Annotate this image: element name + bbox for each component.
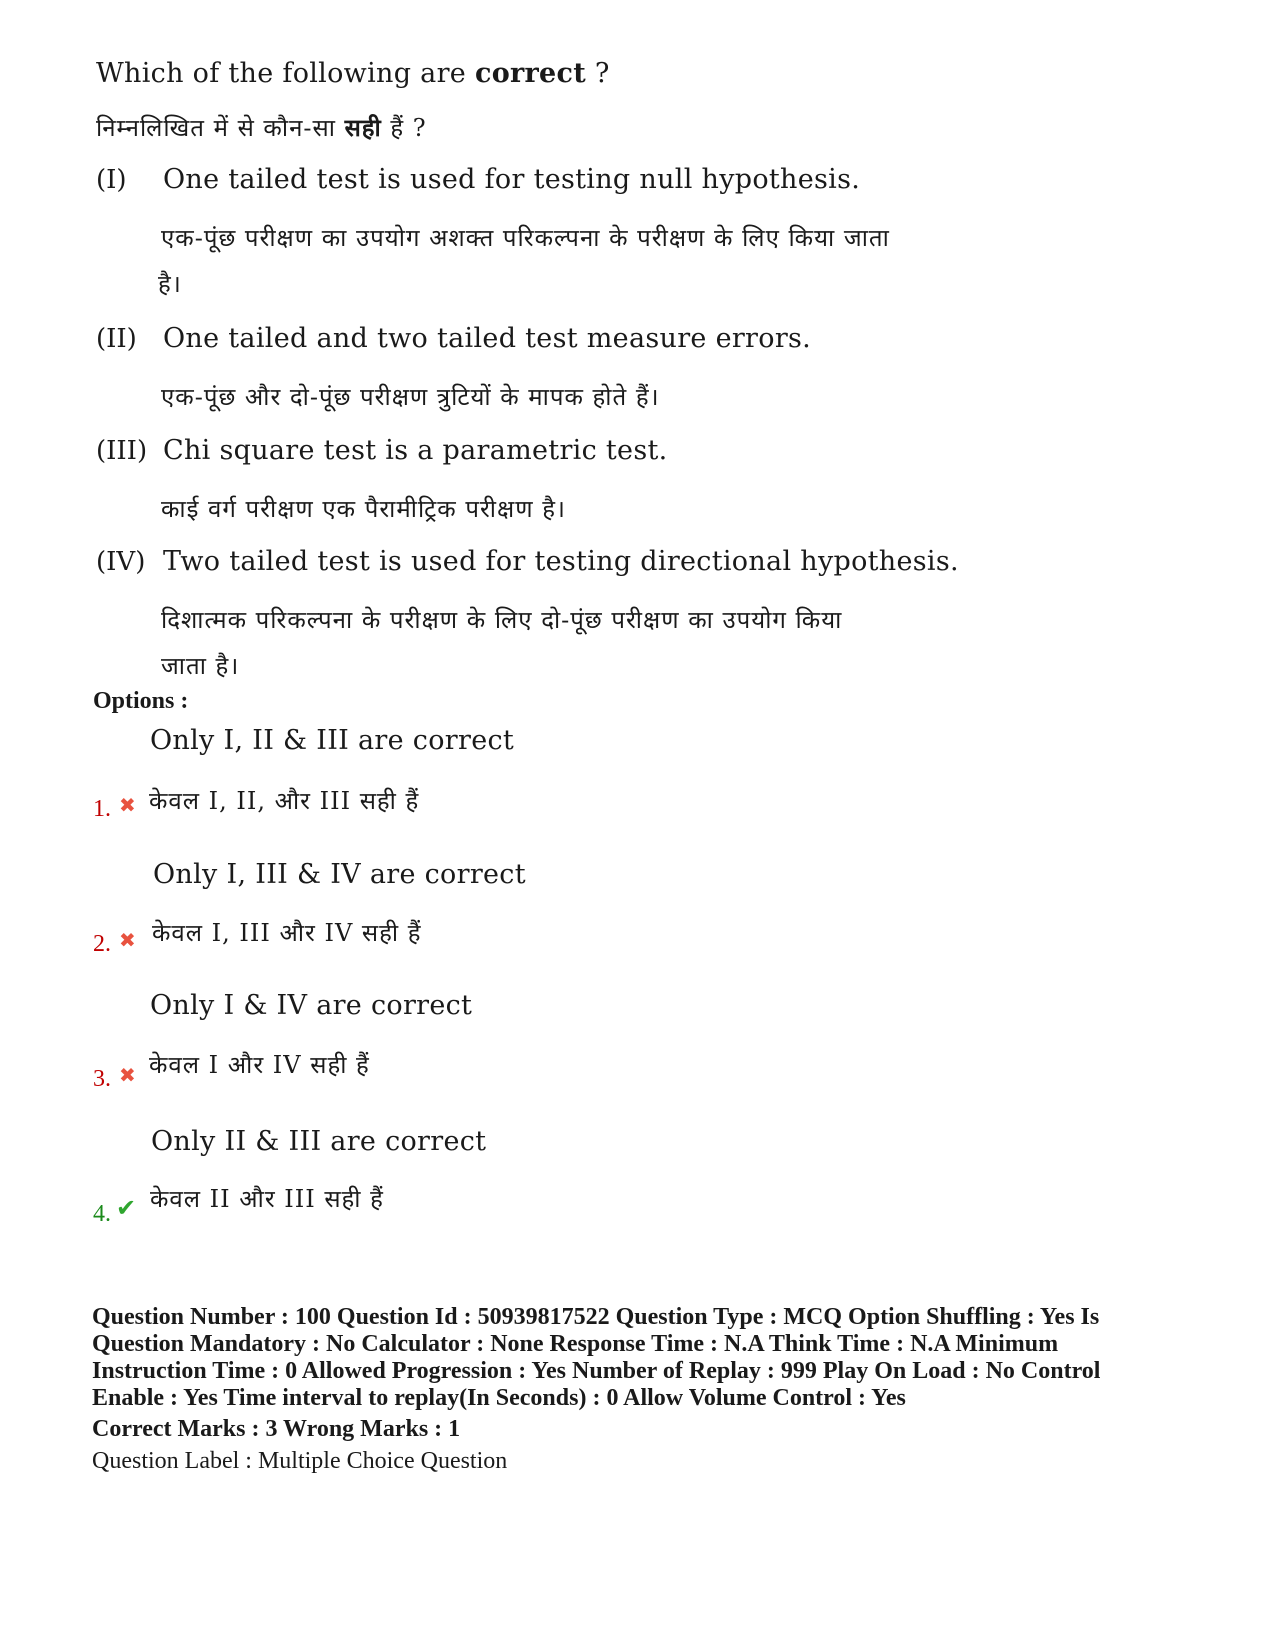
prompt-en-bold: correct — [474, 58, 587, 89]
question-metadata-line: Instruction Time : 0 Allowed Progression : Yes Number of Replay : 999 Play On Load : No Control — [92, 1358, 1101, 1384]
prompt-en-suffix: ? — [586, 58, 610, 89]
statement-hi: एक-पूंछ परीक्षण का उपयोग अशक्त परिकल्पना के परीक्षण के लिए किया जाता — [161, 224, 890, 252]
option-text-en: Only I & IV are correct — [150, 990, 473, 1021]
option-number: 2. — [93, 931, 111, 957]
statement-numeral: (I) — [96, 165, 127, 195]
statement-hi-cont: जाता है। — [161, 652, 240, 680]
option-text-hi: केवल II और III सही हैं — [150, 1185, 384, 1213]
statement-en: Two tailed test is used for testing directional hypothesis. — [163, 546, 959, 577]
statement-hi: एक-पूंछ और दो-पूंछ परीक्षण त्रुटियों के मापक होते हैं। — [161, 383, 660, 411]
marks-info: Correct Marks : 3 Wrong Marks : 1 — [92, 1416, 461, 1442]
cross-icon: ✖ — [119, 1063, 136, 1087]
check-icon: ✔ — [116, 1194, 137, 1222]
prompt-hi-text: निम्नलिखित में से कौन-सा — [96, 114, 345, 142]
statement-numeral: (II) — [96, 324, 137, 354]
option-number: 4. — [93, 1201, 111, 1227]
option-text-en: Only II & III are correct — [151, 1126, 487, 1157]
option-number: 3. — [93, 1066, 111, 1092]
option-text-hi: केवल I और IV सही हैं — [149, 1051, 370, 1079]
question-metadata-line: Question Number : 100 Question Id : 50939817522 Question Type : MCQ Option Shuffling : Yes Is — [92, 1304, 1100, 1330]
option-text-en: Only I, III & IV are correct — [153, 859, 526, 890]
cross-icon: ✖ — [119, 793, 136, 817]
option-text-hi: केवल I, III और IV सही हैं — [152, 919, 422, 947]
statement-en: Chi square test is a parametric test. — [163, 435, 668, 466]
statement-numeral: (IV) — [96, 547, 146, 577]
statement-en: One tailed and two tailed test measure errors. — [163, 323, 812, 354]
question-label: Question Label : Multiple Choice Question — [92, 1448, 508, 1474]
question-metadata-line: Enable : Yes Time interval to replay(In Seconds) : 0 Allow Volume Control : Yes — [92, 1385, 906, 1411]
question-prompt-en — [96, 58, 610, 89]
prompt-hi-suffix: हैं ? — [381, 114, 427, 142]
statement-numeral: (III) — [96, 436, 148, 466]
option-number: 1. — [93, 796, 111, 822]
question-prompt-hi — [96, 111, 427, 144]
statement-hi-cont: है। — [158, 270, 182, 298]
statement-hi: काई वर्ग परीक्षण एक पैरामीट्रिक परीक्षण है। — [161, 495, 567, 523]
options-heading: Options : — [93, 688, 189, 714]
option-text-hi: केवल I, II, और III सही हैं — [149, 787, 420, 815]
cross-icon: ✖ — [119, 928, 136, 952]
prompt-hi-bold: सही — [344, 113, 382, 142]
question-metadata-line: Question Mandatory : No Calculator : None Response Time : N.A Think Time : N.A Minimum — [92, 1331, 1059, 1357]
statement-hi: दिशात्मक परिकल्पना के परीक्षण के लिए दो-पूंछ परीक्षण का उपयोग किया — [161, 606, 843, 634]
option-text-en: Only I, II & III are correct — [150, 725, 515, 756]
statement-en: One tailed test is used for testing null hypothesis. — [163, 164, 861, 195]
prompt-en-text: Which of the following are — [96, 58, 475, 89]
